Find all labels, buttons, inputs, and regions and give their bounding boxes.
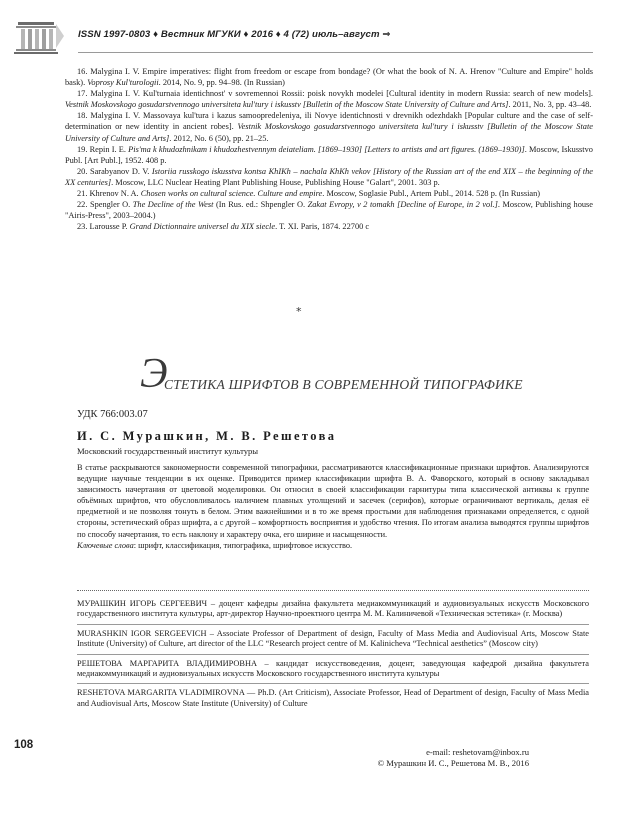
abstract-text: В статье раскрываются закономерности современной типографики, рассматриваются классификационные признаки шрифтов. Анализируются ведущие научные тенденции в их оценке. Приводится пример классификации шрифта В. А. Фаворского, который в основу закладывал зависимость начертания от цветовой моделировки. Он относил в своей классификации гарнитуры типа классической антиквы к группе объёмных шрифтов, что обусловливалось наличием плавных утолщений и засечек (серифов), которые ограничивают вертикаль, делая её предметной и не позволяя тонуть в белом. Этим важнейшими и в то же время простыми для наблюдения признаками определяется, с одной стороны, эстетический образ шрифта, а с другой – комфортность восприятия и удобство чтения. По итогам анализа выводятся группы шрифтов по способу начертания, то есть наклону и характеру очка, его ширине и насыщенности. xyxy=(77,463,589,539)
author-email: e-mail: reshetovam@inbox.ru xyxy=(426,747,529,757)
reference-item: 21. Khrenov N. A. Chosen works on cultural science. Culture and empire. Moscow, Soglasie Publ., Artem Publ., 2014. 528 p. (In Russian) xyxy=(77,189,541,199)
running-head: ISSN 1997-0803 ♦ Вестник МГУКИ ♦ 2016 ♦ 4 (72) июль–август ⇒ xyxy=(78,29,391,40)
journal-logo-icon xyxy=(12,18,64,56)
page-header xyxy=(0,18,617,58)
article-authors: И. С. Мурашкин, М. В. Решетова xyxy=(77,429,337,443)
title-text: СТЕТИКА ШРИФТОВ В СОВРЕМЕННОЙ ТИПОГРАФИКЕ xyxy=(164,377,523,392)
author-info xyxy=(77,596,589,712)
udk-code: УДК 766:003.07 xyxy=(77,409,148,420)
dotted-divider xyxy=(77,590,589,591)
keywords: Ключевые слова: шрифт, классификация, типографика, шрифтовое искусство. xyxy=(77,540,353,550)
author-info-divider xyxy=(77,624,589,625)
title-initial: Э xyxy=(140,351,168,397)
abstract xyxy=(77,462,589,551)
reference-item: 16. Malygina I. V. Empire imperatives: flight from freedom or escape from bondage? (Or what the book of N. A. Hrenov "Culture and Empire" holds bask). Voprosy Kul'turologii. 2014, No. 9, pp. 94–98. (In Russian) xyxy=(65,67,593,88)
reference-list xyxy=(65,66,593,232)
reference-item: 23. Larousse P. Grand Dictionnaire universel du XIX siecle. T. XI. Paris, 1874. 22700 c xyxy=(77,222,370,232)
author-info-divider xyxy=(77,654,589,655)
author-info-divider xyxy=(77,683,589,684)
affiliation: Московский государственный институт культуры xyxy=(77,446,259,456)
author-info-item: МУРАШКИН ИГОРЬ СЕРГЕЕВИЧ – доцент кафедры дизайна факультета медиакоммуникаций и аудиовизуальных искусств Московского государственного института культуры, арт-директор Научно-проектного центра М. М. Калиничевой «Техническая эстетика» (г. Москва) xyxy=(77,599,589,619)
author-info-item: RESHETOVA MARGARITA VLADIMIROVNA –– Ph.D. (Art Criticism), Associate Professor, Head of Department of design, Faculty of Mass Media and Audiovisual Arts, Moscow State Institute (University) of Culture xyxy=(77,688,589,708)
copyright: © Мурашкин И. С., Решетова М. В., 2016 xyxy=(377,758,529,768)
reference-item: 18. Malygina I. V. Massovaya kul'tura i kazus samoopredeleniya, ili Novye identichnosti v drevnikh odezhdakh [Popular culture and the case of self-determination or new identity in ancient robes]. Vestnik Moskovskogo gosudarstvennogo universiteta kul'tury i iskusstv [Bulletin of the Moscow State University of Culture and Arts]. 2012, No. 6 (50), pp. 21–25. xyxy=(65,111,593,143)
author-info-item: РЕШЕТОВА МАРГАРИТА ВЛАДИМИРОВНА – кандидат искусствоведения, доцент, заведующая кафедрой дизайна факультета медиакоммуникаций и аудиовизуальных искусств Московского государственного института культуры xyxy=(77,658,589,679)
reference-item: 19. Repin I. E. Pis'ma k khudozhnikam i khudozhestvennym deiateliam. [1869–1930] [Letters to artists and art figures. (1869–1930)]. Moscow, Iskusstvo Publ. [Art Publ.], 1952. 408 p. xyxy=(65,144,593,165)
reference-item: 17. Malygina I. V. Kul'turnaia identichnost' v sovremennoi Rossii: poisk novykh modelei [Cultural identity in modern Russia: search of new models]. Vestnik Moskovskogo gosudarstvennogo universiteta kul'tury i iskusstv [Bulletin of the Moscow State University of Culture and Arts]. 2011, No. 3, pp. 43–48. xyxy=(65,89,593,110)
article-title xyxy=(140,351,600,402)
reference-item: 20. Sarabyanov D. V. Istoriia russkogo iskusstva kontsa KhIKh – nachala KhKh vekov [History of the Russian art of the end XIX – the beginning of the XX centuries]. Moscow, LLC Nuclear Heating Plant Publishing House, Publishing House "Galart", 2001. 303 p. xyxy=(65,166,593,187)
author-info-item: MURASHKIN IGOR SERGEEVICH – Associate Professor of Department of design, Faculty of Mass Media and Audiovisual Arts, Moscow State Institute (University) of Culture, art director of the LLC “Research project centre of M. Kalinicheva “Technical aesthetics” (Moscow city) xyxy=(77,628,589,649)
header-rule xyxy=(78,52,593,53)
section-separator: * xyxy=(296,305,302,318)
reference-item: 22. Spengler O. The Decline of the West (In Rus. ed.: Shpengler O. Zakat Evropy, v 2 tomakh [Decline of Europe, in 2 vol.]. Moscow, Publishing house "Airis-Press", 2003–2004.) xyxy=(65,200,593,221)
page-number: 108 xyxy=(14,739,34,751)
